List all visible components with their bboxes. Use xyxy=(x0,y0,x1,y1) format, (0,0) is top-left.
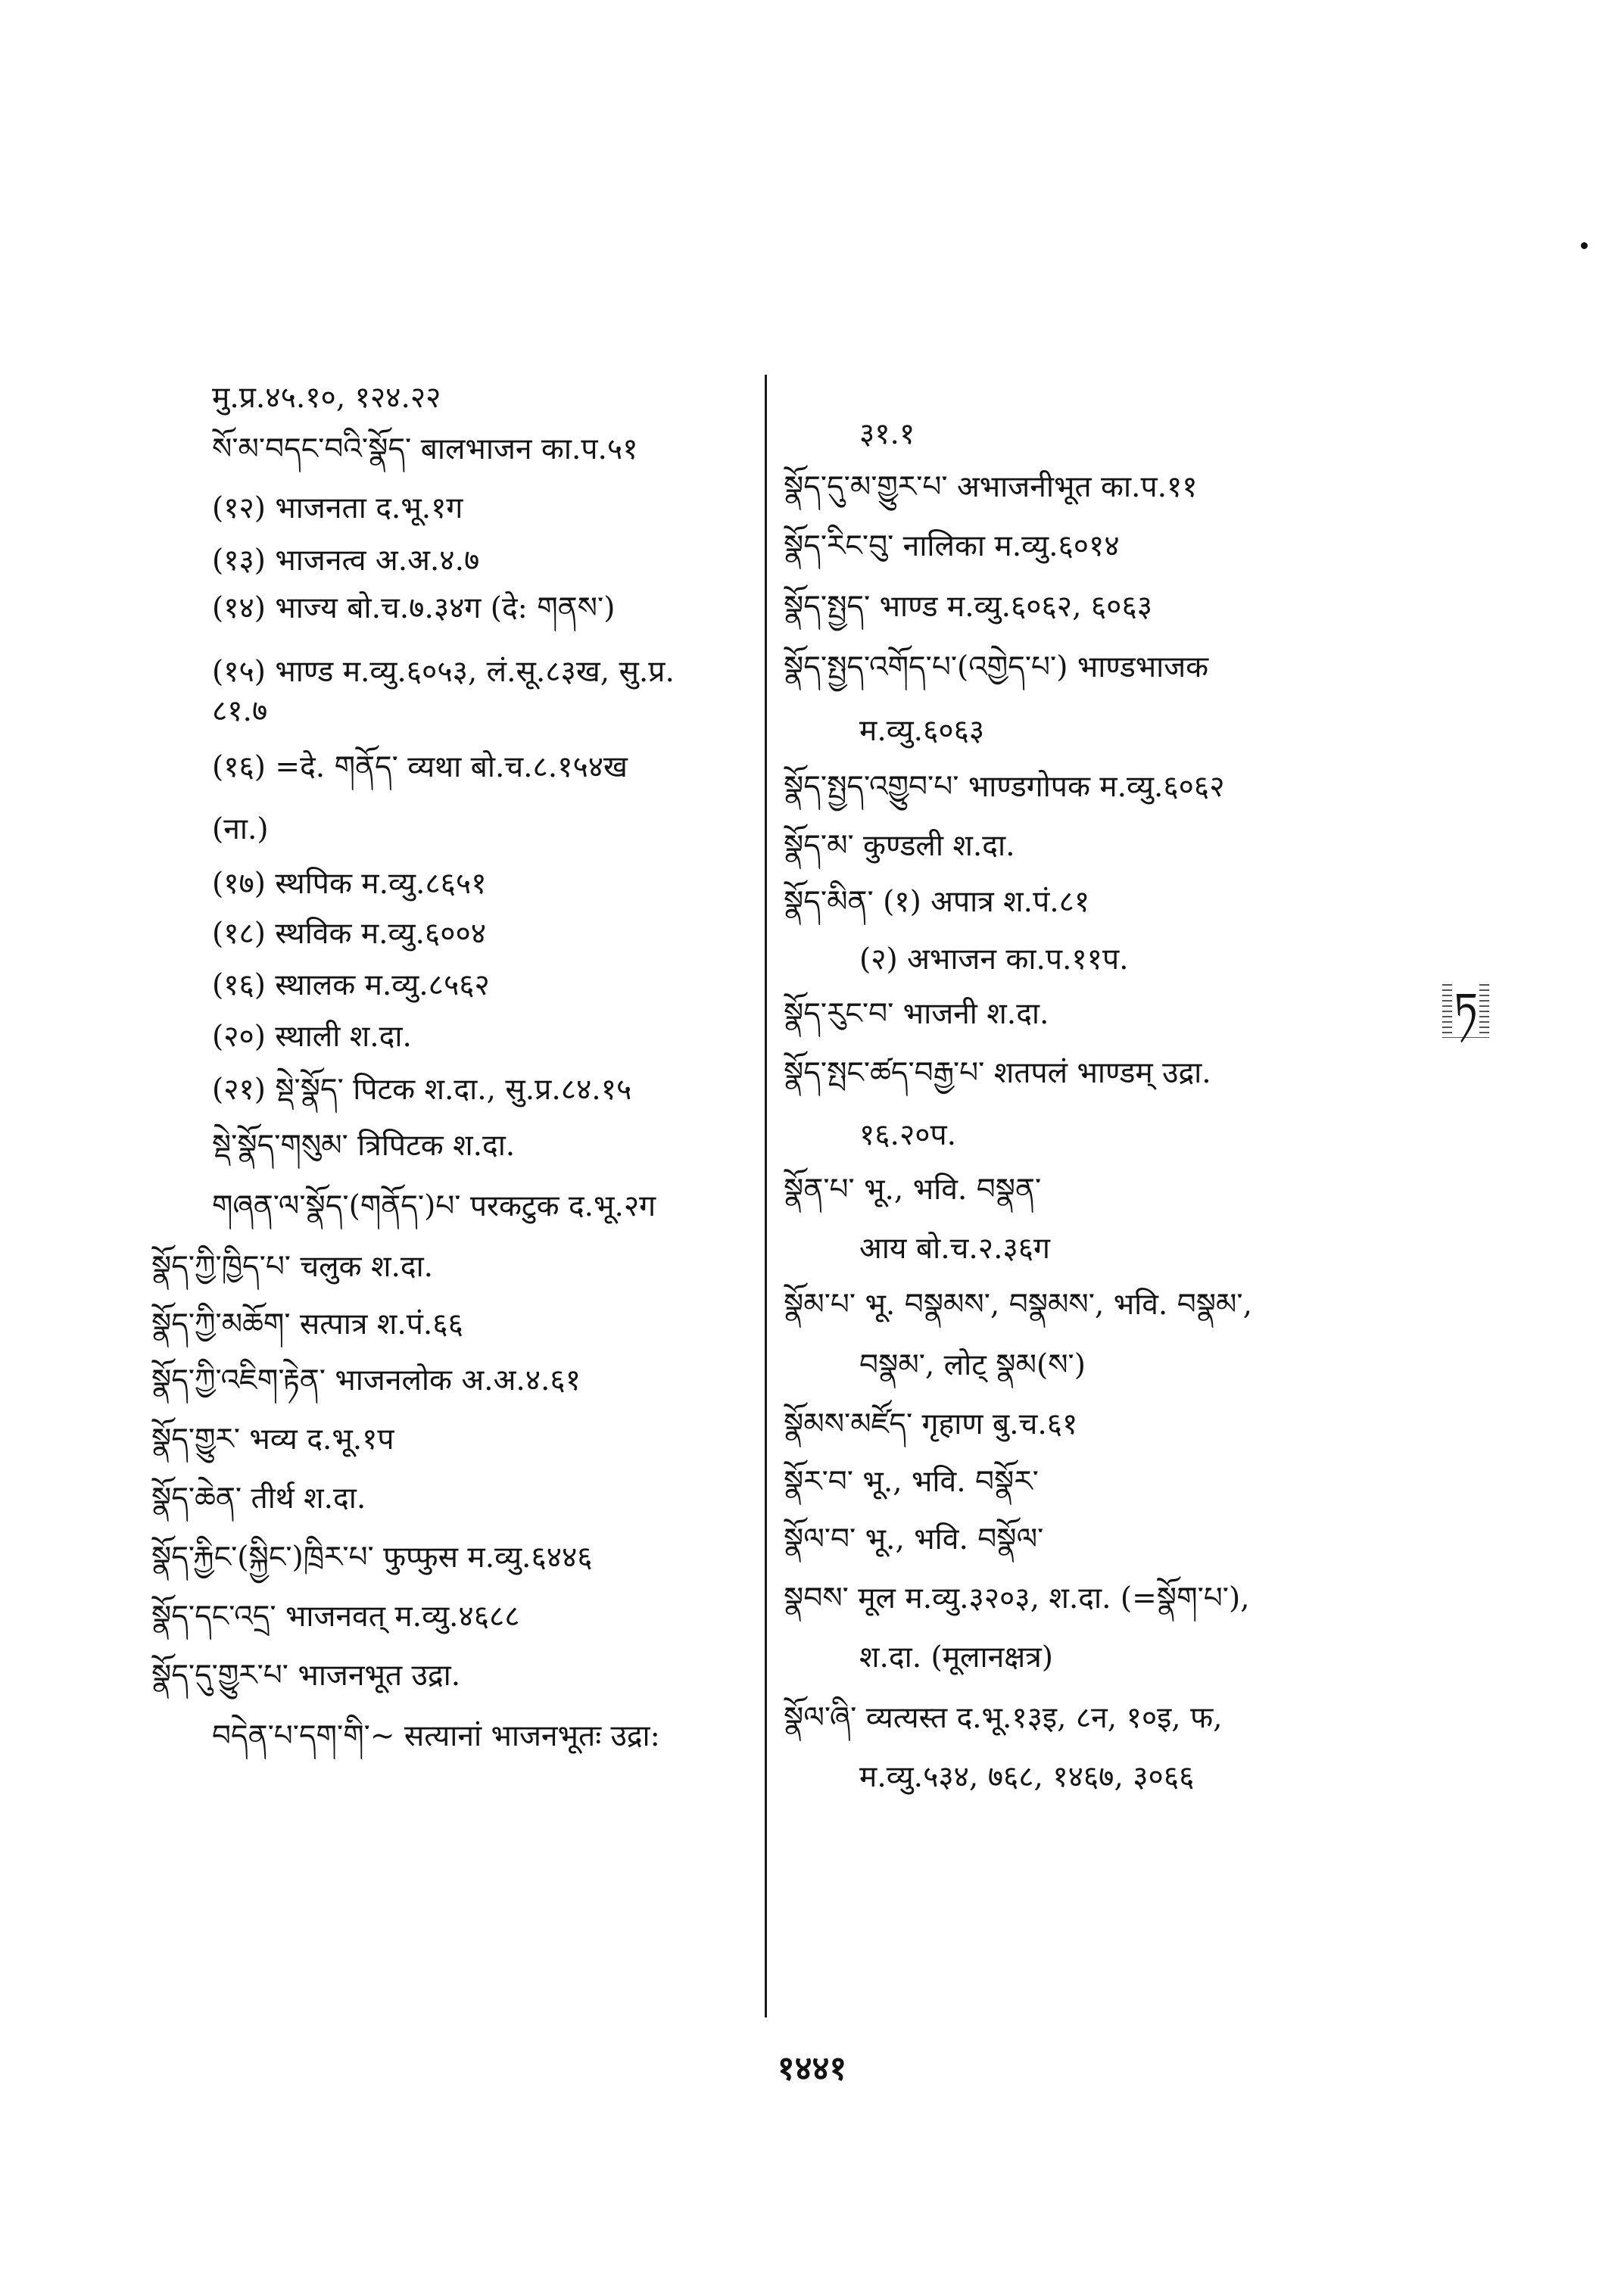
entry-line: སོ་མ་བདང་བའི་སྣོད་ बालभाजन का.प.५१ xyxy=(212,432,638,466)
entry-line: སྣབས་ मूल म.व्यु.३२०३, श.दा. (=སྣོག་པ་), xyxy=(784,1581,1250,1615)
entry-line: སྣོལ་ཞི་ व्यत्यस्त द.भू.१३इ, ८न, १०इ, फ, xyxy=(784,1701,1223,1735)
entry-line: སྣོད་ཀྱི་འཇིག་རྟེན་ भाजनलोक अ.अ.४.६१ xyxy=(151,1363,581,1397)
entry-line: (१२) भाजनता द.भू.१ग xyxy=(212,491,463,525)
entry-line: १६.२०प. xyxy=(859,1118,957,1152)
entry-line: སྣོད་སྤང་ཚད་བརྒྱ་པ་ शतपलं भाण्डम् उद्रा. xyxy=(784,1056,1211,1090)
entry-line: (१६) =दे. གནོད་ व्यथा बो.च.८.१५४ख xyxy=(212,750,628,784)
entry-line: བདེན་པ་དག་གི་~ सत्यानां भाजनभूतः उद्रा: xyxy=(212,1719,660,1753)
entry-line: म.व्यु.६०६३ xyxy=(859,714,985,748)
entry-line: (१७) स्थपिक म.व्यु.८६५१ xyxy=(212,867,487,901)
entry-line: སྣོད་རུང་བ་ भाजनी श.दा. xyxy=(784,997,1049,1031)
entry-line: སྣོན་པ་ भू., भवि. བསྣན་ xyxy=(784,1173,1042,1207)
entry-line: སྣོད་མ་ कुण्डली श.दा. xyxy=(784,829,1015,863)
entry-line: श.दा. (मूलानक्षत्र) xyxy=(859,1640,1053,1675)
thumb-index-letter: ཏ xyxy=(1454,984,1478,1033)
entry-line: (२०) स्थाली श.दा. xyxy=(212,1020,412,1054)
entry-line: म.व्यु.५३४, ७६८, १४६७, ३०६६ xyxy=(859,1760,1195,1794)
ink-dot xyxy=(1581,242,1588,249)
entry-line: སྣོད་སྤྱད་ भाण्ड म.व्यु.६०६२, ६०६३ xyxy=(784,590,1153,624)
entry-line: (१४) भाज्य बो.च.७.३४ग (दे: གནས་) xyxy=(212,591,616,625)
entry-line: སྣོད་དུ་གྱུར་པ་ भाजनभूत उद्रा. xyxy=(151,1659,461,1693)
entry-line: (१३) भाजनत्व अ.अ.४.७ xyxy=(212,544,480,578)
entry-line: སྣོད་སྤྱད་འགྱུབ་པ་ भाण्डगोपक म.व्यु.६०६२ xyxy=(784,770,1225,804)
entry-line: ८१.७ xyxy=(212,694,268,728)
entry-line: བསྣམ་, लोट् སྣམ(ས་) xyxy=(859,1348,1086,1382)
entry-line: (१८) स्थविक म.व्यु.६००४ xyxy=(212,917,487,951)
entry-line: आय बो.च.२.३६ग xyxy=(859,1232,1050,1266)
entry-line: ३१.१ xyxy=(859,417,915,451)
page-number: १४४१ xyxy=(777,2049,847,2088)
thumb-index-tab xyxy=(1442,980,1489,1038)
entry-line: སྣོད་སྤྱད་འགོད་པ་(འགྱེད་པ་) भाण्डभाजक xyxy=(784,650,1209,684)
entry-line: སྣོད་མིན་ (१) अपात्र श.पं.८१ xyxy=(784,885,1090,919)
entry-line: སྣོད་གྱུར་ भव्य द.भू.१प xyxy=(151,1422,394,1456)
entry-line: སྣོད་ཀྱི་མཆོག་ सत्पात्र श.पं.६६ xyxy=(151,1307,463,1341)
entry-line: (ना.) xyxy=(212,812,269,846)
entry-line: मु.प्र.४५.१०, १२४.२२ xyxy=(212,381,441,415)
entry-line: སྣོད་ཀྱི་ཁྱིད་པ་ चलुक श.दा. xyxy=(151,1250,434,1284)
entry-line: (१६) स्थालक म.व्यु.८५६२ xyxy=(212,968,490,1002)
entry-line: སྣོར་བ་ भू., भवि. བསྣོར་ xyxy=(784,1465,1039,1499)
entry-line: སྣོད་རྐྱིང་(སྐྱིང་)ཁྲིར་པ་ फुप्फुस म.व्यु.६४४६ xyxy=(151,1541,593,1575)
entry-line: སྡེ་སྣོད་གསུམ་ त्रिपिटक श.दा. xyxy=(212,1129,516,1163)
entry-line: སྣོམ་པ་ भू. བསྣམས་, བསྣམས་, भवि. བསྣམ་, xyxy=(784,1288,1252,1322)
entry-line: སྣོད་དང་འདྲ་ भाजनवत् म.व्यु.४६८८ xyxy=(151,1600,520,1634)
entry-line: (१५) भाण्ड म.व्यु.६०५३, लं.सू.८३ख, सु.प्र. xyxy=(212,655,675,689)
entry-line: སྣོད་ཆེན་ तीर्थ श.दा. xyxy=(151,1481,366,1516)
entry-line: (२१) སྡེ་སྣོད་ पिटक श.दा., सु.प्र.८४.१५ xyxy=(212,1073,632,1107)
entry-line: སྣོད་རིང་བུ་ नालिका म.व्यु.६०१४ xyxy=(784,529,1120,563)
entry-line: (२) अभाजन का.प.११प. xyxy=(859,942,1129,977)
entry-line: སྣོལ་བ་ भू., भवि. བསྣོལ་ xyxy=(784,1522,1044,1556)
entry-line: སྣོམས་མཛོད་ गृहाण बु.च.६१ xyxy=(784,1407,1078,1441)
entry-line: གཞན་ལ་སྣོད་(གནོད་)པ་ परकटुक द.भू.२ग xyxy=(212,1189,656,1223)
entry-line: སྣོད་དུ་མ་གྱུར་པ་ अभाजनीभूत का.प.११ xyxy=(784,470,1198,504)
column-divider xyxy=(765,375,767,2017)
